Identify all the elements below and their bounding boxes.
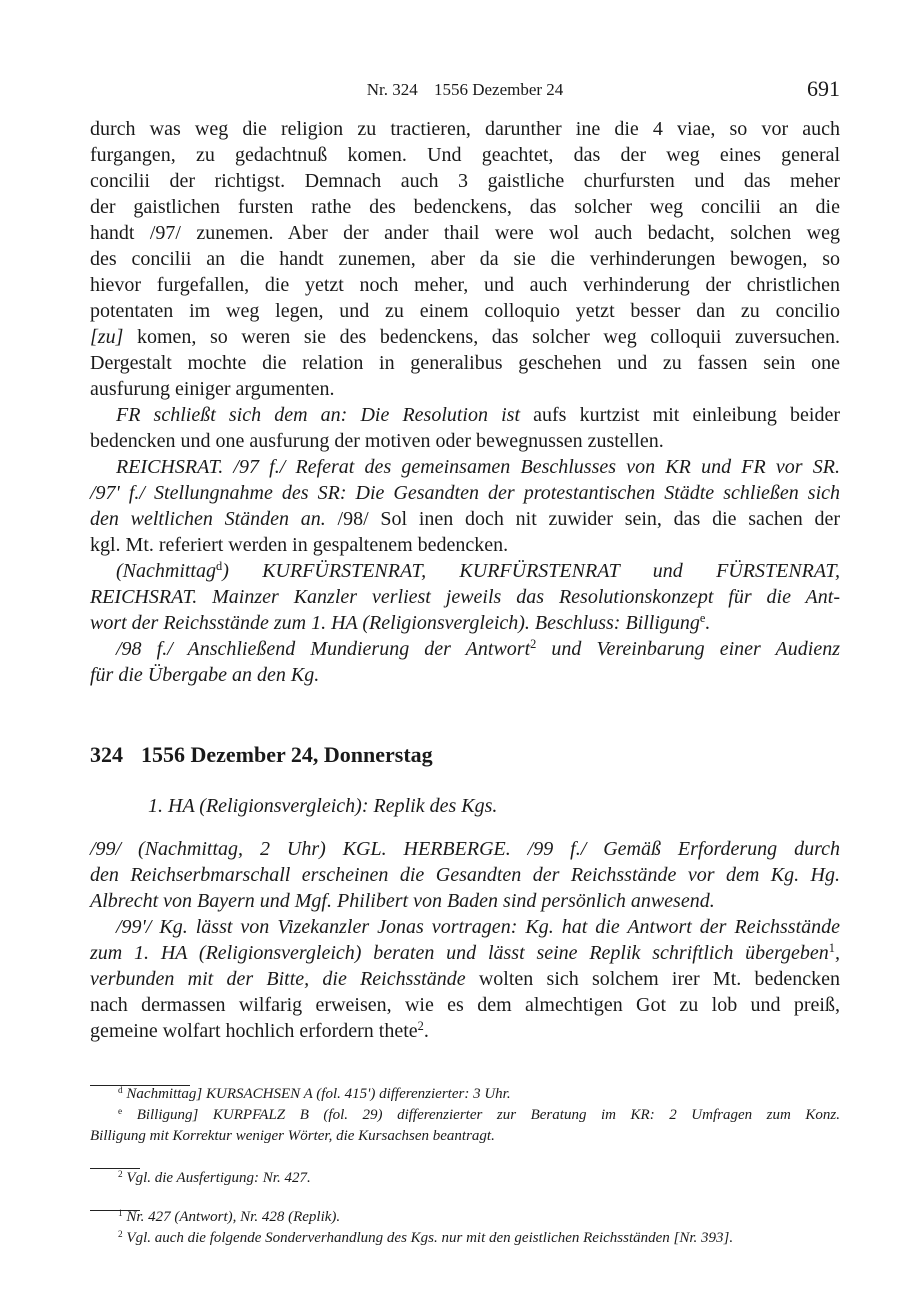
footnote-marker: 1 xyxy=(118,1208,123,1219)
text-line xyxy=(90,940,840,966)
text-line xyxy=(90,324,840,350)
body-text xyxy=(90,116,840,688)
text-line xyxy=(90,610,840,636)
text-line xyxy=(90,246,840,272)
footnote-marker: 2 xyxy=(118,1169,123,1180)
text-line xyxy=(90,558,840,584)
text-line xyxy=(90,480,840,506)
text-line xyxy=(90,1168,840,1189)
text-segment: für die Übergabe an den Kg. xyxy=(90,664,320,686)
text-line xyxy=(90,168,840,194)
text-segment: des concilii an die handt zunemen, aber da sie die verhinderungen bewogen, so xyxy=(90,248,840,270)
text-line xyxy=(90,1126,840,1147)
text-line xyxy=(90,636,840,662)
text-segment: der gaistlichen fursten rathe des bedenckens, das solcher weg concilii an die xyxy=(90,196,840,218)
text-segment: kgl. Mt. referiert werden in gespaltenem bedencken. xyxy=(90,534,509,556)
section-number: 324 xyxy=(90,742,123,767)
text-segment: Billigung] KURPFALZ B (fol. 29) differenzierter zur Beratung im KR: 2 Umfragen zum Konz. xyxy=(122,1107,840,1123)
text-segment: und Vereinbarung einer Audienz xyxy=(536,638,840,660)
text-segment: [zu] xyxy=(90,326,124,348)
section-title: 1556 Dezember 24, Donnerstag xyxy=(141,742,433,767)
text-line xyxy=(90,836,840,862)
text-line xyxy=(90,1105,840,1126)
text-line xyxy=(90,662,840,688)
text-line xyxy=(90,584,840,610)
text-line xyxy=(90,888,840,914)
text-line xyxy=(90,220,840,246)
text-line xyxy=(90,454,840,480)
text-segment: Billigung mit Korrektur weniger Wörter, die Kursachsen beantragt. xyxy=(90,1128,495,1144)
text-line xyxy=(90,1018,840,1044)
text-segment: REICHSRAT. Mainzer Kanzler verliest jeweils das Resolutionskonzept für die Ant- xyxy=(90,586,840,608)
text-segment: Nr. 427 (Antwort), Nr. 428 (Replik). xyxy=(122,1209,341,1225)
footnote-marker: 2 xyxy=(118,1229,123,1240)
text-line xyxy=(90,116,840,142)
footnote-marker: d xyxy=(118,1085,123,1096)
text-segment: Vgl. die Ausfertigung: Nr. 427. xyxy=(122,1170,311,1186)
footnote-marker: 1 xyxy=(828,941,835,956)
footnotes-previous xyxy=(90,1168,840,1189)
footnote-marker: e xyxy=(118,1106,123,1117)
text-segment: durch was weg die religion zu tractieren, darunther ine die 4 viae, so vor auch xyxy=(90,118,840,140)
text-segment: . xyxy=(705,612,711,634)
text-segment: hievor furgefallen, die yetzt noch meher, und auch verhinderung der christlichen xyxy=(90,274,840,296)
footnote-marker: d xyxy=(216,559,223,574)
text-segment: /99'/ Kg. lässt von Vizekanzler Jonas vortragen: Kg. hat die Antwort der Reichsstände xyxy=(116,916,840,938)
text-segment: Albrecht von Bayern und Mgf. Philibert von Baden sind persönlich anwesend. xyxy=(90,890,715,912)
text-segment: furgangen, zu gedachtnuß komen. Und geachtet, das der weg eines general xyxy=(90,144,840,166)
text-segment: nach dermassen wilfarig erweisen, wie es dem almechtigen Got zu lob und preiß, xyxy=(90,994,840,1016)
text-line xyxy=(90,1084,840,1105)
section-subtitle: 1. HA (Religionsvergleich): Replik des Kgs. xyxy=(148,795,498,817)
text-segment: potentaten im weg legen, und zu einem colloquio yetzt besser dan zu concilio xyxy=(90,300,840,322)
text-line xyxy=(90,142,840,168)
footnote-marker: 2 xyxy=(530,637,537,652)
text-line xyxy=(90,1207,840,1228)
text-line xyxy=(90,272,840,298)
text-segment: Dergestalt mochte die relation in generalibus geschehen und zu fassen sein one xyxy=(90,352,840,374)
text-segment: /98/ Sol inen doch nit zuwider sein, das die sachen der xyxy=(325,508,840,530)
page-number: 691 xyxy=(807,76,840,101)
text-segment: (Nachmittag xyxy=(116,560,216,582)
text-segment: handt /97/ zunemen. Aber der ander thail were wol auch bedacht, solchen weg xyxy=(90,222,840,244)
section-body xyxy=(90,836,840,1044)
text-line xyxy=(90,428,840,454)
text-line xyxy=(90,506,840,532)
text-line xyxy=(90,966,840,992)
text-segment: /99/ (Nachmittag, 2 Uhr) KGL. HERBERGE. /99 f./ Gemäß Erforderung durch xyxy=(90,838,840,860)
text-segment: aufs kurtzist mit einleibung beider xyxy=(520,404,840,426)
text-segment: zum 1. HA (Religionsvergleich) beraten und lässt seine Replik schriftlich übergeben xyxy=(90,942,829,964)
section-heading xyxy=(90,742,433,768)
text-line xyxy=(90,350,840,376)
footnote-marker: e xyxy=(699,611,706,626)
text-line xyxy=(90,1228,840,1249)
text-segment: concilii der richtigst. Demnach auch 3 gaistliche churfursten und das meher xyxy=(90,170,840,192)
text-segment: REICHSRAT. /97 f./ Referat des gemeinsamen Beschlusses von KR und FR vor SR. xyxy=(116,456,840,478)
text-segment: FR schließt sich dem an: Die Resolution ist xyxy=(116,404,521,426)
text-segment: wort der Reichsstände zum 1. HA (Religionsvergleich). Beschluss: Billigung xyxy=(90,612,700,634)
text-segment: wolten sich solchem irer Mt. bedencken xyxy=(465,968,841,990)
footnote-marker: 2 xyxy=(417,1019,424,1034)
text-line xyxy=(90,992,840,1018)
text-segment: bedencken und one ausfurung der motiven oder bewegnussen zustellen. xyxy=(90,430,664,452)
text-segment: den weltlichen Ständen an. xyxy=(90,508,326,530)
header-document-number: Nr. 324 xyxy=(366,80,418,99)
text-line xyxy=(90,402,840,428)
text-line xyxy=(90,194,840,220)
footnotes-numbered xyxy=(90,1207,840,1249)
text-segment: ausfurung einiger argumenten. xyxy=(90,378,335,400)
text-segment: ) KURFÜRSTENRAT, KURFÜRSTENRAT und FÜRSTENRAT, xyxy=(222,560,840,582)
text-segment: /98 f./ Anschließend Mundierung der Antwort xyxy=(116,638,531,660)
text-line xyxy=(90,298,840,324)
text-segment: . xyxy=(423,1020,429,1042)
footnotes-textcritical xyxy=(90,1084,840,1147)
text-segment: , xyxy=(835,942,840,964)
text-segment: Vgl. auch die folgende Sonderverhandlung des Kgs. nur mit den geistlichen Reichsständen [Nr. 393]. xyxy=(122,1230,734,1246)
text-line xyxy=(90,532,840,558)
text-line xyxy=(90,914,840,940)
running-header xyxy=(0,80,900,100)
text-segment: /97' f./ Stellungnahme des SR: Die Gesandten der protestantischen Städte schließen sich xyxy=(90,482,840,504)
text-segment: komen, so weren sie des bedenckens, das solcher weg colloquii zuversuchen. xyxy=(123,326,840,348)
text-segment: verbunden mit der Bitte, die Reichsstände xyxy=(90,968,466,990)
header-date: 1556 Dezember 24 xyxy=(433,80,564,99)
text-line xyxy=(90,862,840,888)
text-line xyxy=(90,376,840,402)
text-segment: Nachmittag] KURSACHSEN A (fol. 415') differenzierter: 3 Uhr. xyxy=(122,1086,511,1102)
text-segment: gemeine wolfart hochlich erfordern thete xyxy=(90,1020,418,1042)
text-segment: den Reichserbmarschall erscheinen die Gesandten der Reichsstände vor dem Kg. Hg. xyxy=(90,864,840,886)
